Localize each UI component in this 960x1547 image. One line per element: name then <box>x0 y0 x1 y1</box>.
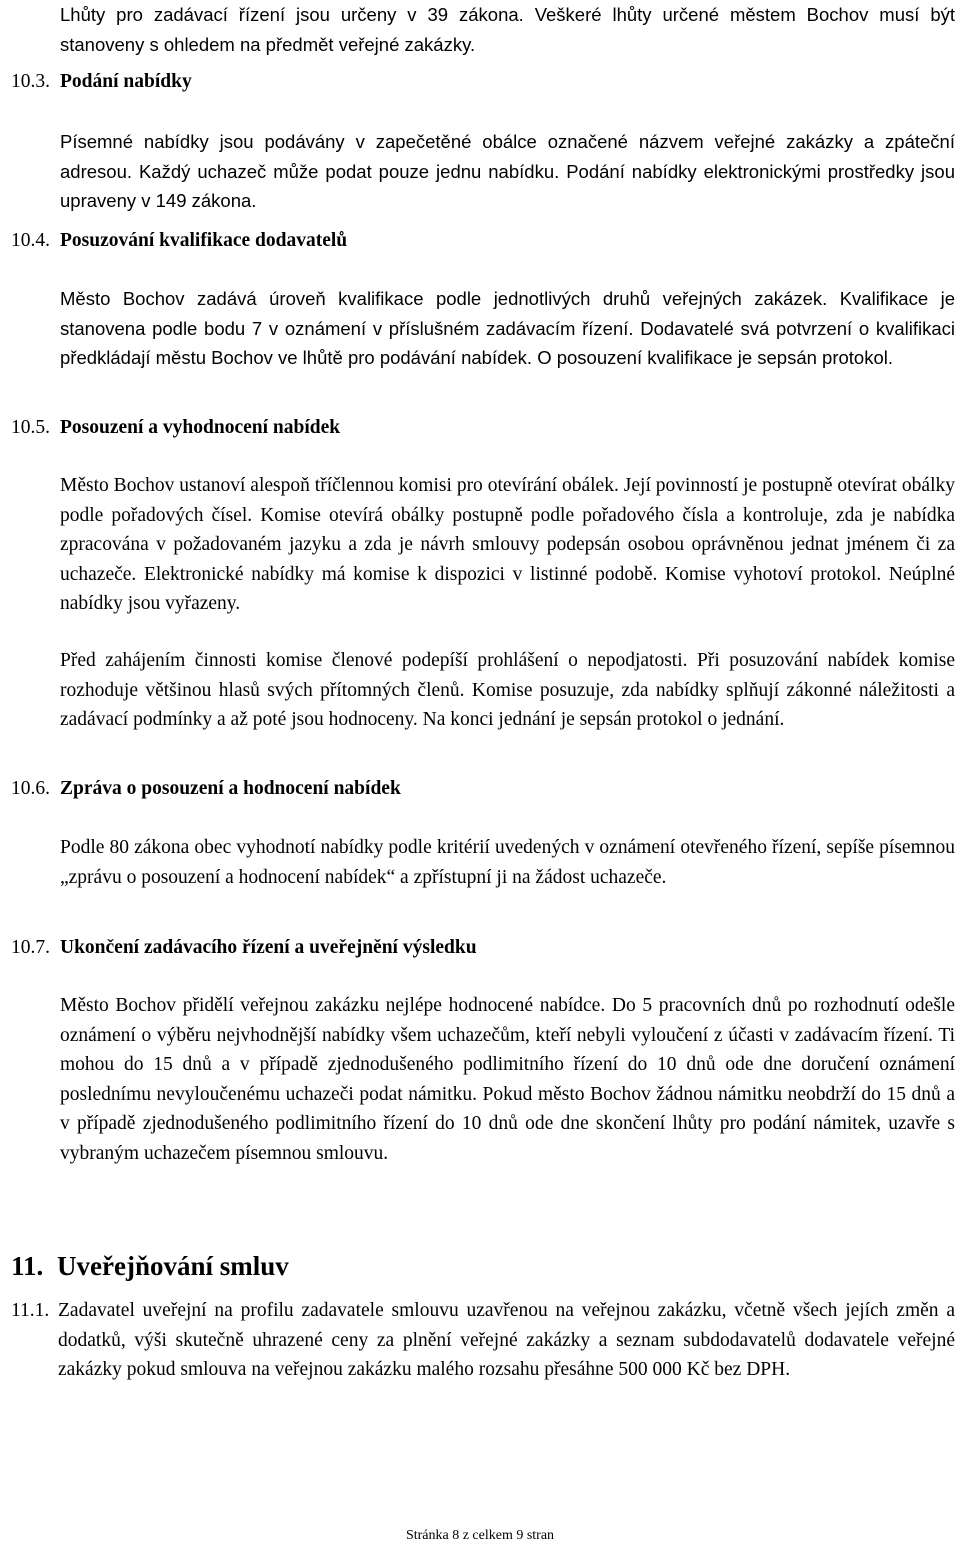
section-heading-10-7 <box>11 936 477 960</box>
section-paragraph <box>60 471 955 619</box>
section-title: Posouzení a vyhodnocení nabídek <box>60 417 341 438</box>
section-title: Podání nabídky <box>60 71 192 92</box>
section-number: 10.4. <box>11 230 50 251</box>
section-paragraph: Město Bochov přidělí veřejnou zakázku nejlépe hodnocené nabídce. Do 5 pracovních dnů po rozhodnutí odešle oznámení o výběru nejvhodnější nabídky všem uchazečům, kteří nebyli vyloučení z účasti v zadávacím řízení. Ti mohou do 15 dnů a v případě zjednodušeného podlimitního řízení do 10 dnů ode dne doručení oznámení poslednímu nevyloučenému uchazeči podat námitku. Pokud město Bochov žádnou námitku neobdrží do 15 dnů a v případě zjednodušeného podlimitního řízení do 10 dnů ode dne skončení lhůty pro podání námitek, uzavře s vybraným uchazečem písemnou smlouvu. <box>60 995 955 1164</box>
chapter-heading <box>11 1251 289 1282</box>
section-title: Posuzování kvalifikace dodavatelů <box>60 230 348 251</box>
page-footer: Stránka 8 z celkem 9 stran <box>405 1528 555 1543</box>
section-title: Zpráva o posouzení a hodnocení nabídek <box>60 778 401 799</box>
section-number: 10.3. <box>11 71 50 92</box>
chapter-number: 11. <box>11 1251 44 1281</box>
section-paragraph: Město Bochov zadává úroveň kvalifikace podle jednotlivých druhů veřejných zakázek. Kvalifikace je stanovena podle bodu 7 v oznámení v příslušném zadávacím řízení. Dodavatelé svá potvrzení o kvalifikaci předkládají městu Bochov ve lhůtě pro podávání nabídek. O posouzení kvalifikace je sepsán protokol. <box>60 288 955 368</box>
section-paragraph: Podle 80 zákona obec vyhodnotí nabídky podle kritérií uvedených v oznámení otevřeného řízení, sepíše písemnou „zprávu o posouzení a hodnocení nabídek“ a zpřístupní ji na žádost uchazeče. <box>60 837 955 888</box>
section-heading-10-4 <box>11 229 347 253</box>
clause-text: Zadavatel uveřejní na profilu zadavatele smlouvu uzavřenou na veřejnou zakázku, včetně všech jejích změn a dodatků, výši skutečně uhrazené ceny za plnění veřejné zakázky a seznam subdodavatelů dodavatele veřejné zakázky pokud smlouva na veřejnou zakázku malého rozsahu přesáhne 500 000 Kč bez DPH. <box>58 1300 955 1380</box>
section-number: 10.7. <box>11 937 50 958</box>
section-heading-10-5 <box>11 416 340 440</box>
chapter-title: Uveřejňování smluv <box>57 1251 289 1281</box>
section-number: 10.6. <box>11 778 50 799</box>
clause-number: 11.1. <box>11 1300 50 1321</box>
section-paragraph: Před zahájením činnosti komise členové podepíší prohlášení o nepodjatosti. Při posuzování nabídek komise rozhoduje většinou hlasů svých přítomných členů. Komise posuzuje, zda nabídky splňují zákonné náležitosti a zadávací podmínky a až poté jsou hodnoceny. Na konci jednání je sepsán protokol o jednání. <box>60 650 955 730</box>
section-paragraph: Písemné nabídky jsou podávány v zapečetěné obálce označené názvem veřejné zakázky a zpáteční adresou. Každý uchazeč může podat pouze jednu nabídku. Podání nabídky elektronickými prostředky jsou upraveny v 149 zákona. <box>60 131 955 211</box>
section-title: Ukončení zadávacího řízení a uveřejnění výsledku <box>60 937 477 958</box>
section-heading-10-3 <box>11 70 192 94</box>
intro-paragraph: Lhůty pro zadávací řízení jsou určeny v 39 zákona. Veškeré lhůty určené městem Bochov musí být stanoveny s ohledem na předmět veřejné zakázky. <box>60 4 955 55</box>
paragraph-block: Město Bochov ustanoví alespoň tříčlennou komisi pro otevírání obálek. Její povinností je postupně otevírat obálky podle pořadových čísel. Komise otevírá obálky postupně podle pořadového čísla a kontroluje, zda je nabídka zpracována v požadovaném jazyku a zda je návrh smlouvy podepsán osobou oprávněnou jednat jménem či za uchazeče. Elektronické nabídky má komise k dispozici v listinné podobě. Komise vyhotoví protokol. Neúplné nabídky jsou vyřazeny. <box>60 475 955 614</box>
section-heading-10-6 <box>11 777 401 801</box>
section-number: 10.5. <box>11 417 50 438</box>
clause-11-1 <box>11 1296 955 1385</box>
